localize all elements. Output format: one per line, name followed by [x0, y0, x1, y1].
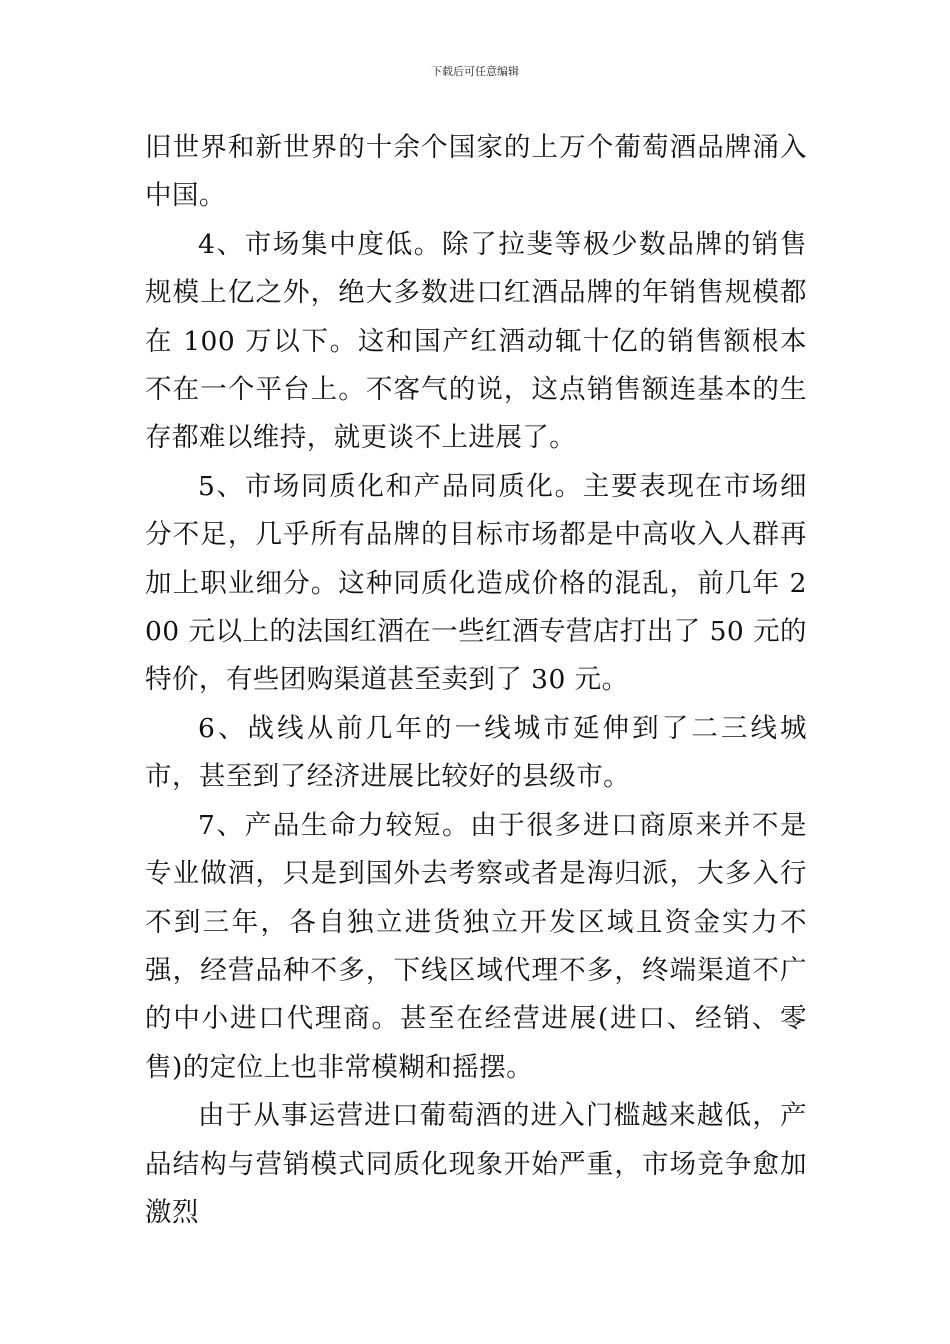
paragraph-item-6: 6、战线从前几年的一线城市延伸到了二三线城市，甚至到了经济进展比较好的县级市。: [145, 712, 807, 793]
paragraph-conclusion: 由于从事运营进口葡萄酒的进入门槛越来越低，产品结构与营销模式同质化现象开始严重，市场竞争愈加激烈: [145, 1100, 807, 1228]
page-header: 下载后可任意编辑: [431, 65, 519, 78]
paragraph-continuation: 旧世界和新世界的十余个国家的上万个葡萄酒品牌涌入中国。: [145, 132, 807, 212]
paragraph-item-7: 7、产品生命力较短。由于很多进口商原来并不是专业做酒，只是到国外去考察或者是海归派，大多入行不到三年，各自独立进货独立开发区域且资金实力不强，经营品种不多，下线区域代理不多，终端渠道不广的中小进口代理商。甚至在经营进展(进口、经销、零售)的定位上也非常模糊和摇摆。: [145, 809, 807, 1083]
paragraph-item-4: 4、市场集中度低。除了拉斐等极少数品牌的销售规模上亿之外，绝大多数进口红酒品牌的年销售规模都在 100 万以下。这和国产红酒动辄十亿的销售额根本不在一个平台上。不客气的说，这点销售额连基本的生存都难以维持，就更谈不上进展了。: [145, 228, 807, 454]
document-body: [145, 124, 807, 1237]
paragraph-item-5: 5、市场同质化和产品同质化。主要表现在市场细分不足，几乎所有品牌的目标市场都是中高收入人群再加上职业细分。这种同质化造成价格的混乱，前几年 200 元以上的法国红酒在一些红酒专营店打出了 50 元的特价，有些团购渠道甚至卖到了 30 元。: [145, 470, 807, 696]
